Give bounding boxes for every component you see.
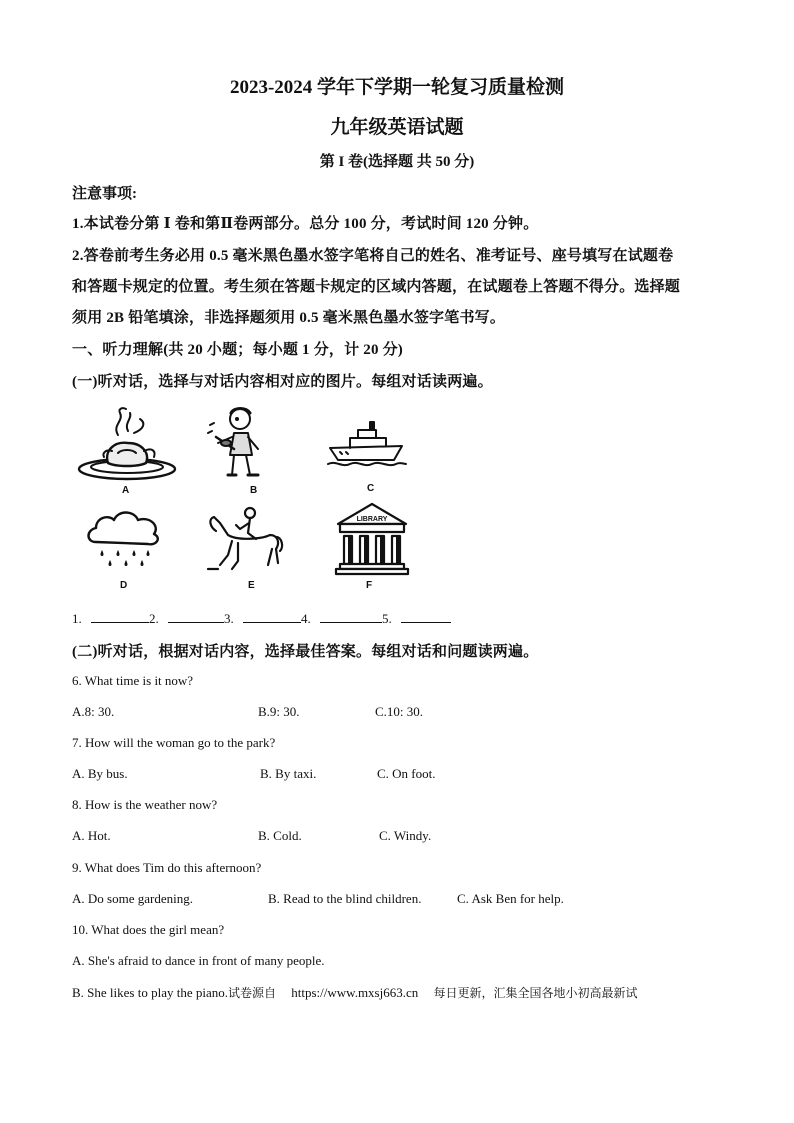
rain-cloud-icon	[84, 508, 162, 570]
question-7-option-b: B. By taxi.	[260, 766, 317, 781]
violin-boy-icon	[206, 405, 268, 481]
question-8-option-b: B. Cold.	[258, 828, 302, 843]
question-6: 6. What time is it now?	[72, 673, 194, 688]
question-10-option-a: A. She's afraid to dance in front of many people.	[72, 953, 325, 968]
blank-line-5[interactable]	[401, 610, 451, 623]
library-icon	[334, 502, 410, 576]
picture-label-c: C	[367, 483, 375, 494]
footer-url[interactable]: https://www.mxsj663.cn	[291, 985, 419, 1000]
footer-source: 试卷源自	[227, 986, 276, 1000]
picture-label-e: E	[248, 580, 255, 591]
picture-label-f: F	[366, 580, 373, 591]
notice-item-2-line-1: 2.答卷前考生务必用 0.5 毫米黑色墨水签字笔将自己的姓名、准考证号、座号填写在试题卷	[72, 248, 674, 264]
section-1-part-1-heading: (一)听对话，选择与对话内容相对应的图片。每组对话读两遍。	[72, 374, 493, 390]
notice-item-1: 1.本试卷分第 Ⅰ 卷和第Ⅱ卷两部分。总分 100 分，考试时间 120 分钟。	[72, 216, 539, 232]
question-8: 8. How is the weather now?	[72, 797, 218, 812]
notice-heading: 注意事项:	[72, 186, 137, 202]
blank-line-1[interactable]	[91, 610, 149, 623]
question-8-option-a: A. Hot.	[72, 828, 111, 843]
roast-chicken-icon	[74, 405, 180, 481]
ship-icon	[326, 420, 408, 470]
picture-label-b: B	[250, 485, 258, 496]
blank-label-4: 4.	[301, 611, 311, 626]
question-6-option-c: C.10: 30.	[375, 704, 424, 719]
blank-label-1: 1.	[72, 611, 82, 626]
section-1-part-2-heading: (二)听对话，根据对话内容，选择最佳答案。每组对话和问题读两遍。	[72, 644, 539, 660]
blank-label-3: 3.	[224, 611, 234, 626]
question-10: 10. What does the girl mean?	[72, 922, 225, 937]
footer-note-text: 每日更新，汇集全国各地小初高最新试	[433, 986, 638, 1000]
question-10-option-b-row	[72, 984, 638, 1001]
blank-label-2: 2.	[149, 611, 159, 626]
exam-title: 2023-2024 学年下学期一轮复习质量检测	[229, 77, 565, 98]
question-9-option-a: A. Do some gardening.	[72, 891, 193, 906]
question-9: 9. What does Tim do this afternoon?	[72, 860, 262, 875]
answer-blanks-row	[72, 610, 451, 627]
notice-item-2-line-3: 须用 2B 铅笔填涂，非选择题须用 0.5 毫米黑色墨水签字笔书写。	[72, 310, 506, 326]
question-9-option-b: B. Read to the blind children.	[268, 891, 422, 906]
blank-line-3[interactable]	[243, 610, 301, 623]
question-8-option-c: C. Windy.	[379, 828, 432, 843]
part-heading: 第 I 卷(选择题 共 50 分)	[319, 154, 475, 170]
question-9-option-c: C. Ask Ben for help.	[457, 891, 564, 906]
blank-line-4[interactable]	[320, 610, 382, 623]
picture-label-a: A	[122, 485, 130, 496]
exam-subtitle: 九年级英语试题	[330, 117, 464, 138]
section-1-heading: 一、听力理解(共 20 小题；每小题 1 分，计 20 分)	[72, 342, 403, 358]
question-6-option-b: B.9: 30.	[258, 704, 300, 719]
picture-label-d: D	[120, 580, 128, 591]
notice-item-2-line-2: 和答题卡规定的位置。考生须在答题卡规定的区域内答题，在试题卷上答题不得分。选择题	[72, 279, 681, 295]
horse-rider-icon	[206, 505, 286, 575]
question-6-option-a: A.8: 30.	[72, 704, 115, 719]
library-sign-text: LIBRARY	[356, 516, 388, 523]
blank-line-2[interactable]	[168, 610, 224, 623]
question-7-option-c: C. On foot.	[377, 766, 436, 781]
question-7: 7. How will the woman go to the park?	[72, 735, 276, 750]
question-7-option-a: A. By bus.	[72, 766, 128, 781]
question-10-option-b: B. She likes to play the piano.	[72, 985, 228, 1000]
blank-label-5: 5.	[382, 611, 392, 626]
